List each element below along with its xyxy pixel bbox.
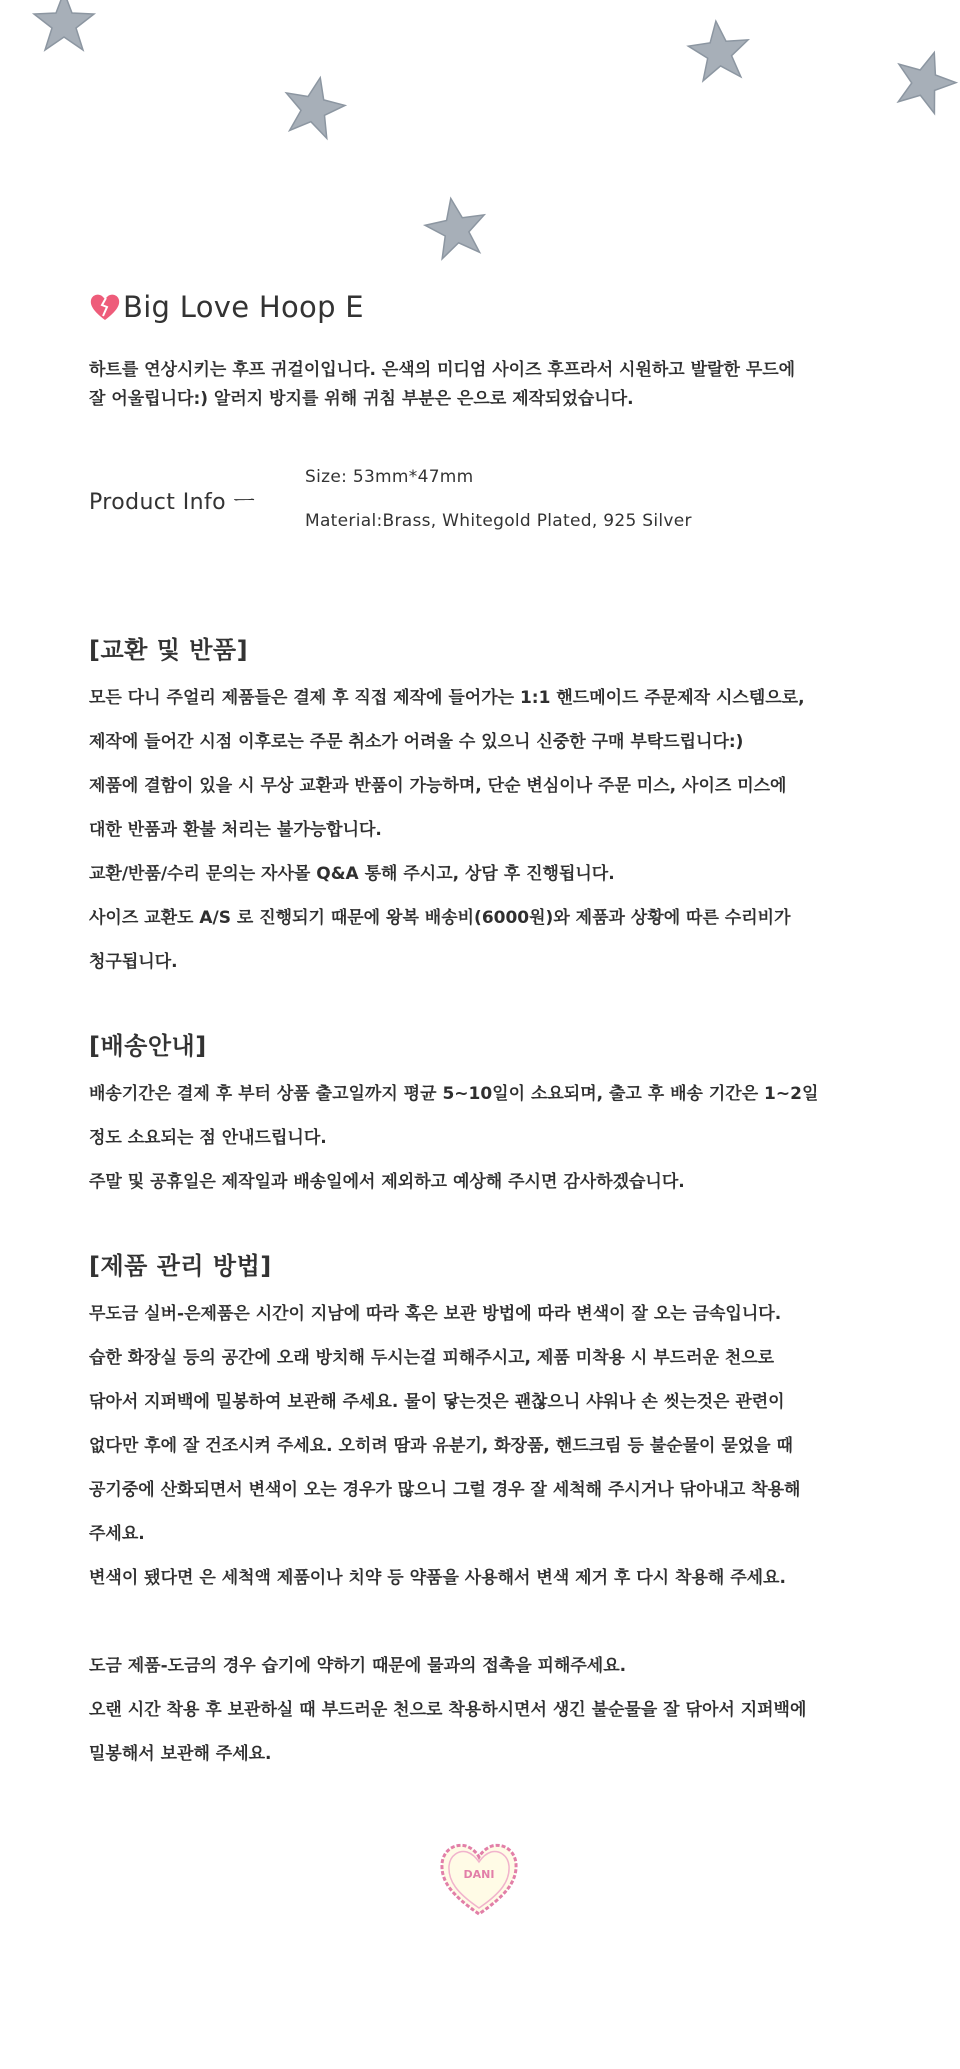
section-heading: [제품 관리 방법] (89, 1252, 272, 1280)
section-line: 배송기간은 결제 후 부터 상품 출고일까지 평균 5~10일이 소요되며, 출고 후 배송 기간은 1~2일 (89, 1084, 819, 1104)
section-line: 닦아서 지퍼백에 밀봉하여 보관해 주세요. 물이 닿는것은 괜찮으니 샤워나 손 씻는것은 관련이 (89, 1392, 785, 1412)
section-line: 공기중에 산화되면서 변색이 오는 경우가 많으니 그럴 경우 잘 세척해 주시거나 닦아내고 착용해 (89, 1480, 801, 1500)
section-line: 제품에 결함이 있을 시 무상 교환과 반품이 가능하며, 단순 변심이나 주문 미스, 사이즈 미스에 (89, 776, 787, 796)
dani-heart-logo (437, 1838, 521, 1920)
section-line: 정도 소요되는 점 안내드립니다. (89, 1128, 327, 1148)
section-line: 모든 다니 주얼리 제품들은 결제 후 직접 제작에 들어가는 1:1 핸드메이드 주문제작 시스템으로, (89, 688, 805, 708)
star-icon (420, 192, 492, 264)
section-line: 주말 및 공휴일은 제작일과 배송일에서 제외하고 예상해 주시면 감사하겠습니다. (89, 1172, 685, 1192)
section-line: 사이즈 교환도 A/S 로 진행되기 때문에 왕복 배송비(6000원)와 제품과 상황에 따른 수리비가 (89, 908, 791, 928)
broken-heart-icon (89, 292, 121, 322)
section-line: 대한 반품과 환불 처리는 불가능합니다. (89, 820, 382, 840)
shipping-section (89, 1028, 909, 1204)
care-section (89, 1248, 909, 1776)
section-line: 교환/반품/수리 문의는 자사몰 Q&A 통해 주시고, 상담 후 진행됩니다. (89, 864, 615, 884)
material-value: Material:Brass, Whitegold Plated, 925 Silver (305, 511, 692, 531)
star-icon (684, 16, 754, 86)
section-line (89, 1600, 909, 1644)
section-line: 청구됩니다. (89, 952, 178, 972)
star-icon (890, 46, 960, 116)
section-line: 밀봉해서 보관해 주세요. (89, 1744, 272, 1764)
section-heading: [배송안내] (89, 1032, 207, 1060)
section-line: 없다만 후에 잘 건조시켜 주세요. 오히려 땀과 유분기, 화장품, 핸드크림 등 불순물이 묻었을 때 (89, 1436, 793, 1456)
section-line: 습한 화장실 등의 공간에 오래 방치해 두시는걸 피해주시고, 제품 미착용 시 부드러운 천으로 (89, 1348, 775, 1368)
section-line: 도금 제품-도금의 경우 습기에 약하기 때문에 물과의 접촉을 피해주세요. (89, 1656, 627, 1676)
product-title-row (89, 290, 364, 324)
section-line: 오랜 시간 착용 후 보관하실 때 부드러운 천으로 착용하시면서 생긴 불순물을 잘 닦아서 지퍼백에 (89, 1700, 807, 1720)
section-line: 변색이 됐다면 은 세척액 제품이나 치약 등 약품을 사용해서 변색 제거 후 다시 착용해 주세요. (89, 1568, 786, 1588)
star-icon (279, 72, 349, 142)
product-info-values (305, 464, 692, 552)
product-description (89, 356, 899, 414)
exchange-section (89, 632, 909, 984)
section-line: 무도금 실버-은제품은 시간이 지남에 따라 혹은 보관 방법에 따라 변색이 잘 오는 금속입니다. (89, 1304, 782, 1324)
logo-text: DANI (463, 1868, 495, 1881)
product-info-label: Product Info ㅡ (89, 490, 256, 515)
description-line: 잘 어울립니다:) 알러지 방지를 위해 귀침 부분은 은으로 제작되었습니다. (89, 389, 634, 409)
section-line: 제작에 들어간 시점 이후로는 주문 취소가 어려울 수 있으니 신중한 구매 부탁드립니다:) (89, 732, 744, 752)
section-heading: [교환 및 반품] (89, 636, 249, 664)
product-title: Big Love Hoop E (123, 290, 364, 324)
description-line: 하트를 연상시키는 후프 귀걸이입니다. 은색의 미디엄 사이즈 후프라서 시원하고 발랄한 무드에 (89, 360, 796, 380)
section-line: 주세요. (89, 1524, 145, 1544)
star-icon (28, 0, 100, 58)
size-value: Size: 53mm*47mm (305, 467, 474, 487)
